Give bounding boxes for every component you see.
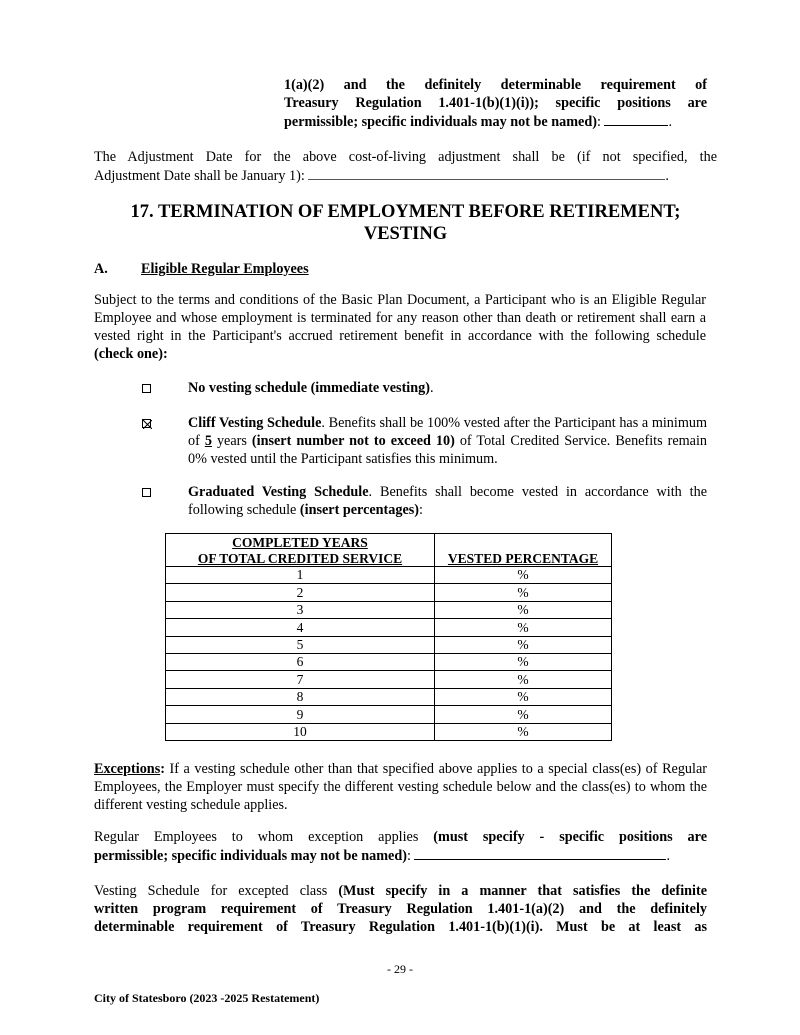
table-row xyxy=(166,688,612,705)
option-graduated-text-c: : xyxy=(419,502,423,518)
table-row xyxy=(166,567,612,584)
years-cell: 5 xyxy=(166,636,435,653)
table-row xyxy=(166,653,612,670)
option-cliff-text-a: . Benefits shall be 100% vested after the Participant has a minimum of xyxy=(188,415,707,449)
period: . xyxy=(668,114,672,130)
option-cliff-vesting xyxy=(188,414,707,468)
header-line1: COMPLETED YEARS xyxy=(232,535,368,550)
positions-blank-field[interactable] xyxy=(604,112,668,126)
section-title-line2: VESTING xyxy=(363,224,448,244)
percent-cell[interactable]: % xyxy=(435,584,612,601)
option-cliff-vesting-label: Cliff Vesting Schedule xyxy=(188,415,322,431)
years-cell: 2 xyxy=(166,584,435,601)
page-number: - 29 - xyxy=(387,962,413,976)
exception-employees-bold: (must specify - specific positions are xyxy=(433,829,707,845)
period: . xyxy=(666,848,670,864)
table-row xyxy=(166,723,612,740)
intro-paragraph xyxy=(94,291,706,363)
header-vested-percentage xyxy=(435,534,612,567)
years-cell: 8 xyxy=(166,688,435,705)
percent-cell[interactable]: % xyxy=(435,671,612,688)
excepted-schedule-bold: (Must specify in a manner that satisfies the definite xyxy=(338,883,707,899)
table-row xyxy=(166,706,612,723)
years-cell: 9 xyxy=(166,706,435,723)
years-cell: 3 xyxy=(166,601,435,618)
table-row xyxy=(166,601,612,618)
table-row xyxy=(166,584,612,601)
option-cliff-text-c: of Total Credited Service. Benefits remain 0% vested until the Participant satisfies this minimum. xyxy=(188,433,708,467)
exception-employees-field[interactable] xyxy=(414,846,666,860)
top-continuation-line3 xyxy=(284,112,714,131)
adjustment-date-line2 xyxy=(94,166,724,185)
intro-bold: (check one): xyxy=(94,346,168,362)
section-title xyxy=(94,201,717,245)
excepted-schedule-line2: written program requirement of Treasury Regulation 1.401-1(a)(2) and the definitely xyxy=(94,901,707,917)
vesting-schedule-table xyxy=(165,533,612,741)
table-row xyxy=(166,636,612,653)
percent-cell[interactable]: % xyxy=(435,567,612,584)
cliff-years-field[interactable]: 5 xyxy=(204,433,212,449)
colon: : xyxy=(406,848,411,864)
percent-cell[interactable]: % xyxy=(435,723,612,740)
option-graduated-vesting xyxy=(188,483,707,519)
years-cell: 1 xyxy=(166,567,435,584)
intro-text: Subject to the terms and conditions of the Basic Plan Document, a Participant who is an Eligible Regular Employee and whose employment is terminated for any reason other than death or retirement shall earn a vested right in the Participant's accrued retirement benefit in accordance with the following schedule xyxy=(94,292,706,344)
exception-employees-line1 xyxy=(94,828,707,846)
years-cell: 10 xyxy=(166,723,435,740)
table-row xyxy=(166,671,612,688)
exceptions-paragraph xyxy=(94,760,707,814)
top-continuation-line1: 1(a)(2) and the definitely determinable requirement of xyxy=(284,77,707,93)
subsection-letter: A. xyxy=(94,261,108,277)
years-cell: 7 xyxy=(166,671,435,688)
top-continuation-line2: Treasury Regulation 1.401-1(b)(1)(i)); specific positions are xyxy=(284,95,707,111)
header-line2: OF TOTAL CREDITED SERVICE xyxy=(197,550,403,566)
excepted-schedule-text: Vesting Schedule for excepted class xyxy=(94,883,339,899)
years-cell: 6 xyxy=(166,653,435,670)
percent-cell[interactable]: % xyxy=(435,601,612,618)
exception-employees-bold-2: permissible; specific individuals may not be named) xyxy=(94,848,407,864)
no-vesting-checkbox[interactable] xyxy=(142,384,151,393)
option-cliff-text-b: years xyxy=(211,433,252,449)
percent-cell[interactable]: % xyxy=(435,636,612,653)
option-graduated-bold-b: (insert percentages) xyxy=(299,502,420,518)
header-completed-years xyxy=(166,534,435,567)
percent-cell[interactable]: % xyxy=(435,688,612,705)
adjustment-date-line1: The Adjustment Date for the above cost-of-living adjustment shall be (if not specified, the xyxy=(94,149,717,165)
adjustment-date-field[interactable] xyxy=(308,166,665,180)
graduated-vesting-checkbox[interactable] xyxy=(142,488,151,497)
period: . xyxy=(665,168,669,184)
exception-employees-line2 xyxy=(94,846,724,865)
exceptions-label: Exceptions xyxy=(94,761,161,777)
top-continuation-text: permissible; specific individuals may not be named) xyxy=(284,114,597,130)
years-cell: 4 xyxy=(166,619,435,636)
option-graduated-label: Graduated Vesting Schedule xyxy=(188,484,369,500)
excepted-schedule-line3: determinable requirement of Treasury Regulation 1.401-1(b)(1)(i). Must be at least as xyxy=(94,919,707,935)
exceptions-colon: : xyxy=(160,761,165,777)
excepted-schedule-line1 xyxy=(94,882,707,900)
exceptions-text: If a vesting schedule other than that specified above applies to a special class(es) of Regular Employees, the Employer must specify the different vesting schedule below and the class(es) to whom the different vesting schedule applies. xyxy=(94,761,707,813)
option-graduated-text-a: . Benefits shall become vested in accordance with the following schedule xyxy=(188,484,707,518)
subsection-title: Eligible Regular Employees xyxy=(141,261,309,277)
table-header-row xyxy=(166,534,612,567)
percent-cell[interactable]: % xyxy=(435,706,612,723)
percent-cell[interactable]: % xyxy=(435,619,612,636)
option-no-vesting-text: . xyxy=(429,380,434,396)
header-vested-label: VESTED PERCENTAGE xyxy=(447,550,599,566)
option-cliff-bold-b: (insert number not to exceed 10) xyxy=(251,433,455,449)
colon: : xyxy=(596,114,601,130)
exception-employees-text: Regular Employees to whom exception applies xyxy=(94,829,434,845)
checked-x-icon xyxy=(143,420,152,429)
section-title-line1: 17. TERMINATION OF EMPLOYMENT BEFORE RETIREMENT; xyxy=(130,202,681,222)
document-footer-name: City of Statesboro (2023 -2025 Restatement) xyxy=(94,991,320,1005)
option-no-vesting xyxy=(188,379,708,397)
adjustment-date-text: Adjustment Date shall be January 1): xyxy=(94,168,305,184)
option-no-vesting-label: No vesting schedule (immediate vesting) xyxy=(188,380,430,396)
percent-cell[interactable]: % xyxy=(435,653,612,670)
cliff-vesting-checkbox[interactable] xyxy=(142,419,151,428)
table-row xyxy=(166,619,612,636)
